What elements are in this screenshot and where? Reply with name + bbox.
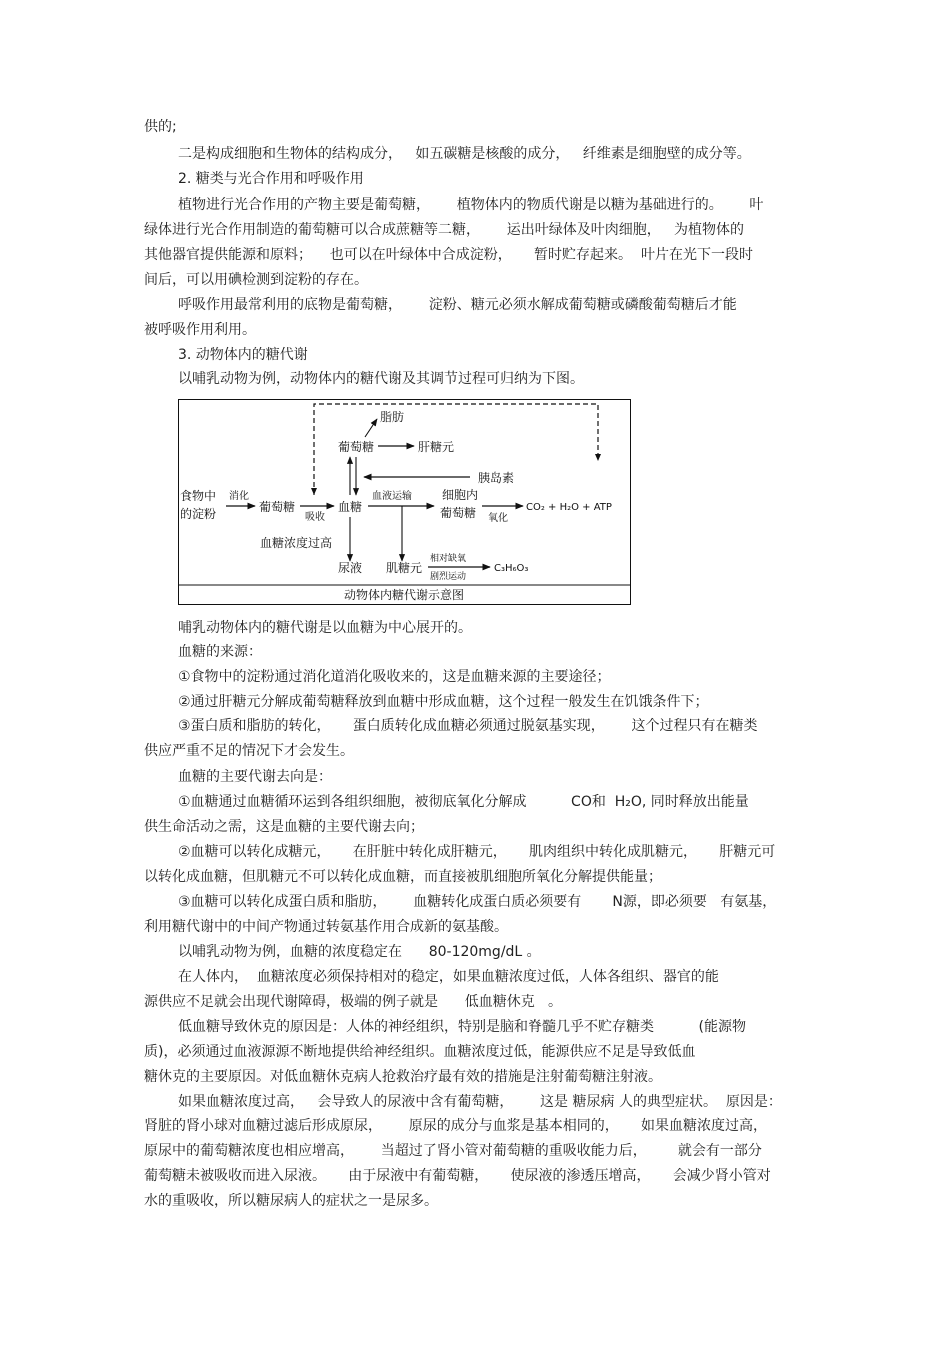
- cell-in-label: 细胞内: [442, 488, 479, 502]
- text-line: 植物进行光合作用的产物主要是葡萄糖， 植物体内的物质代谢是以糖为基础进行的。 叶: [178, 197, 764, 213]
- hypoxia-label: 相对缺氧: [430, 554, 467, 564]
- lactic-label: C₃H₆O₃: [494, 563, 529, 574]
- digest-label: 消化: [229, 491, 249, 502]
- text-line: 在人体内， 血糖浓度必须保持相对的稳定，如果血糖浓度过低，人体各组织、器官的能: [178, 969, 719, 985]
- products-label: CO₂ + H₂O + ATP: [526, 502, 612, 513]
- text-line: 原尿中的葡萄糖浓度也相应增高， 当超过了肾小管对葡萄糖的重吸收能力后， 就会有一部分: [144, 1143, 762, 1159]
- liver-glycogen-label: 肝糖元: [418, 440, 455, 454]
- exercise-label: 剧烈运动: [430, 572, 467, 582]
- too-high-label: 血糖浓度过高: [260, 536, 333, 550]
- top-glucose-label: 葡萄糖: [338, 440, 375, 454]
- text-line: 供的;: [144, 119, 177, 135]
- text-line: 二是构成细胞和生物体的结构成分， 如五碳糖是核酸的成分， 纤维素是细胞壁的成分等。: [178, 146, 751, 162]
- food-label-2: 的淀粉: [180, 507, 217, 521]
- text-line: ①血糖通过血糖循环运到各组织细胞，被彻底氧化分解成 CO和 H₂O, 同时释放出能量: [178, 794, 749, 810]
- glucose-label: 葡萄糖: [259, 500, 296, 514]
- text-line: 低血糖导致休克的原因是：人体的神经组织，特别是脑和脊髓几乎不贮存糖类 (能源物: [178, 1019, 746, 1035]
- cell-glucose-label: 葡萄糖: [440, 506, 477, 520]
- text-line: 绿体进行光合作用制造的葡萄糖可以合成蔗糖等二糖， 运出叶绿体及叶肉细胞， 为植物体的: [144, 222, 745, 238]
- fat-arrow: [365, 419, 377, 437]
- text-line: 呼吸作用最常利用的底物是葡萄糖， 淀粉、糖元必须水解成葡萄糖或磷酸葡萄糖后才能: [178, 297, 737, 313]
- text-line: 葡萄糖未被吸收而进入尿液。 由于尿液中有葡萄糖， 使尿液的渗透压增高， 会减少肾小管对: [144, 1168, 771, 1184]
- insulin-label: 胰岛素: [478, 471, 515, 485]
- text-line: 肾脏的肾小球对血糖过滤后形成原尿， 原尿的成分与血浆是基本相同的， 如果血糖浓度过高，: [144, 1118, 767, 1134]
- text-line: 以转化成血糖，但肌糖元不可以转化成血糖，而直接被肌细胞所氧化分解提供能量；: [144, 869, 662, 885]
- text-line: 如果血糖浓度过高， 会导致人的尿液中含有葡萄糖， 这是 糖尿病 人的典型症状。 原因是：: [178, 1094, 782, 1110]
- text-line: 被呼吸作用利用。: [144, 322, 256, 338]
- text-line: 水的重吸收，所以糖尿病人的症状之一是尿多。: [144, 1193, 438, 1209]
- text-line: 其他器官提供能源和原料； 也可以在叶绿体中合成淀粉， 暂时贮存起来。 叶片在光下一段时: [144, 247, 753, 263]
- diagram-caption: 动物体内糖代谢示意图: [343, 588, 465, 602]
- text-line: 糖休克的主要原因。对低血糖休克病人抢救治疗最有效的措施是注射葡萄糖注射液。: [144, 1069, 662, 1085]
- text-line: 以哺乳动物为例，动物体内的糖代谢及其调节过程可归纳为下图。: [178, 371, 584, 387]
- urine-label: 尿液: [338, 561, 363, 575]
- metabolism-diagram: [178, 399, 631, 605]
- text-line: 供应严重不足的情况下才会发生。: [144, 743, 354, 759]
- transport-label: 血液运输: [372, 491, 412, 502]
- text-line: ①食物中的淀粉通过消化道消化吸收来的，这是血糖来源的主要途径；: [178, 669, 611, 685]
- text-line: 血糖的主要代谢去向是：: [178, 769, 332, 785]
- text-line: 以哺乳动物为例，血糖的浓度稳定在 80-120mg/dL 。: [178, 944, 541, 960]
- text-line: ③蛋白质和脂肪的转化， 蛋白质转化成血糖必须通过脱氨基实现， 这个过程只有在糖类: [178, 718, 758, 734]
- text-line: 利用糖代谢中的中间产物通过转氨基作用合成新的氨基酸。: [144, 919, 508, 935]
- text-line: 哺乳动物体内的糖代谢是以血糖为中心展开的。: [178, 620, 472, 636]
- text-line: 供生命活动之需，这是血糖的主要代谢去向；: [144, 819, 424, 835]
- section-heading: 3. 动物体内的糖代谢: [178, 347, 308, 363]
- muscle-glycogen-label: 肌糖元: [386, 561, 423, 575]
- text-line: 血糖的来源：: [178, 644, 262, 660]
- blood-sugar-label: 血糖: [338, 500, 363, 514]
- oxidize-label: 氧化: [488, 513, 508, 524]
- text-line: ②通过肝糖元分解成葡萄糖释放到血糖中形成血糖，这个过程一般发生在饥饿条件下；: [178, 694, 709, 710]
- text-line: ③血糖可以转化成蛋白质和脂肪， 血糖转化成蛋白质必须要有 N源，即必须要 有氨基，: [178, 894, 777, 910]
- absorb-label: 吸收: [305, 512, 325, 523]
- fat-label: 脂肪: [380, 410, 405, 424]
- text-line: 源供应不足就会出现代谢障碍，极端的例子就是 低血糖休克 。: [144, 994, 563, 1010]
- text-line: 间后，可以用碘检测到淀粉的存在。: [144, 272, 368, 288]
- food-label-1: 食物中: [180, 489, 217, 503]
- text-line: 质)，必须通过血液源源不断地提供给神经组织。血糖浓度过低，能源供应不足是导致低血: [144, 1044, 696, 1060]
- section-heading: 2. 糖类与光合作用和呼吸作用: [178, 171, 364, 187]
- text-line: ②血糖可以转化成糖元， 在肝脏中转化成肝糖元， 肌肉组织中转化成肌糖元， 肝糖元可: [178, 844, 776, 860]
